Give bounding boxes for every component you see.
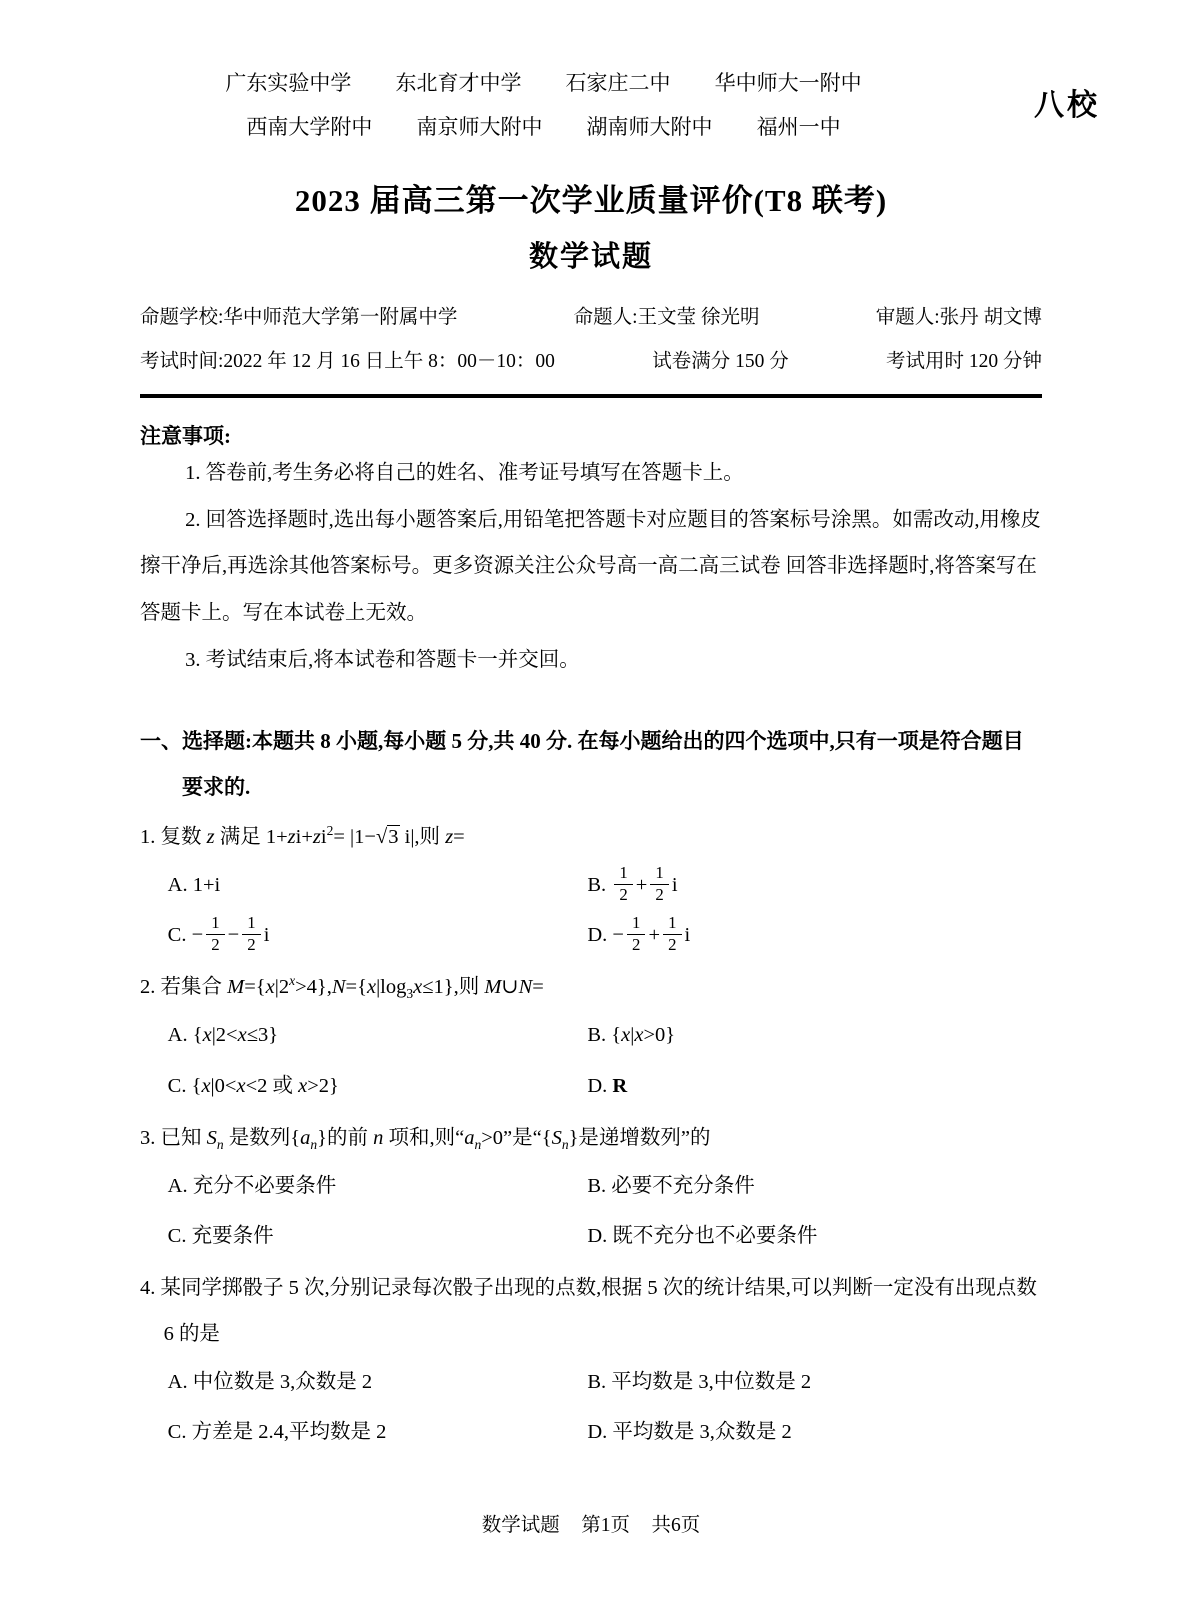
option-b: B. {x|x>0} bbox=[587, 1024, 676, 1047]
school-row-1 bbox=[140, 62, 947, 106]
question-3-options bbox=[140, 1161, 1042, 1261]
school-name: 广东实验中学 bbox=[225, 71, 352, 95]
school-name: 石家庄二中 bbox=[565, 71, 671, 95]
meta-full-score: 试卷满分 150 分 bbox=[652, 350, 789, 372]
question-2 bbox=[140, 964, 1042, 1110]
option-d: D. R bbox=[587, 1074, 628, 1097]
footer-page-number: 第1页 bbox=[581, 1515, 630, 1536]
meta-duration: 考试用时 120 分钟 bbox=[885, 350, 1042, 372]
exam-title: 2023 届高三第一次学业质量评价(T8 联考) bbox=[294, 183, 888, 219]
school-name: 湖南师大附中 bbox=[586, 114, 713, 139]
page-footer bbox=[140, 1509, 1042, 1537]
question-2-stem: 2. 若集合 $M=\{x|2^x>4\},N=\{x|\log_3x\le 1\}$,则 M∪N= bbox=[140, 973, 544, 1002]
school-name: 福州一中 bbox=[756, 114, 841, 139]
question-3 bbox=[140, 1115, 1042, 1261]
option-a: A. 1+i bbox=[167, 874, 221, 897]
meta-line-1 bbox=[140, 303, 1042, 332]
question-4-options bbox=[140, 1357, 1042, 1457]
school-row-2 bbox=[140, 106, 947, 150]
footer-doc-title: 数学试题 bbox=[481, 1515, 560, 1536]
schools-header bbox=[140, 62, 1100, 149]
exam-subtitle: 数学试题 bbox=[528, 241, 653, 274]
notice-item-3: 3. 考试结束后,将本试卷和答题卡一并交回。 bbox=[185, 648, 580, 671]
question-3-stem: 3. 已知 $S_n$ 是数列$\{a_n\}$的前 n 项和,则“$a_n>0$”是“$\{S_n\}$是递增数列”的 bbox=[140, 1126, 711, 1152]
option-a: A. {x|2<x≤3} bbox=[167, 1024, 279, 1047]
question-4-stem: 4. 某同学掷骰子 5 次,分别记录每次骰子出现的点数,根据 5 次的统计结果,可以判断一定没有出现点数 6 的是 bbox=[140, 1277, 1037, 1346]
school-name: 东北育才中学 bbox=[395, 71, 522, 95]
option-c: C. 方差是 2.4,平均数是 2 bbox=[167, 1421, 387, 1444]
meta-line-2 bbox=[140, 347, 1042, 376]
question-4 bbox=[140, 1265, 1042, 1458]
option-d: D. 平均数是 3,众数是 2 bbox=[587, 1421, 792, 1444]
question-2-options bbox=[140, 1010, 1042, 1110]
notice-section bbox=[140, 398, 1042, 684]
option-c: C. {x|0<x<2 或 x>2} bbox=[167, 1074, 339, 1097]
option-b: B. 必要不充分条件 bbox=[587, 1174, 755, 1197]
option-c: C. − $\frac{1}{2}$ − $\frac{1}{2}$ i bbox=[167, 913, 270, 954]
notice-item-1: 1. 答卷前,考生务必将自己的姓名、准考证号填写在答题卡上。 bbox=[185, 461, 744, 484]
question-1-options bbox=[140, 860, 1042, 960]
meta-school: 命题学校:华中师范大学第一附属中学 bbox=[140, 307, 458, 329]
meta-exam-time: 考试时间:2022 年 12 月 16 日上午 8：00－10：00 bbox=[140, 350, 555, 372]
meta-reviewers: 审题人:张丹 胡文博 bbox=[875, 307, 1042, 329]
footer-total-pages: 共6页 bbox=[651, 1515, 701, 1536]
option-a: A. 中位数是 3,众数是 2 bbox=[167, 1371, 373, 1394]
option-d: D. 既不充分也不必要条件 bbox=[587, 1224, 818, 1247]
school-name: 华中师大一附中 bbox=[714, 71, 862, 95]
option-c: C. 充要条件 bbox=[167, 1224, 274, 1247]
option-a: A. 充分不必要条件 bbox=[167, 1174, 337, 1197]
option-d: D. − $\frac{1}{2}$ + $\frac{1}{2}$ i bbox=[587, 913, 691, 954]
eight-schools-badge: 八校 bbox=[1034, 89, 1100, 122]
option-b: B. $\frac{1}{2}$ + $\frac{1}{2}$ i bbox=[587, 862, 678, 904]
meta-authors: 命题人:王文莹 徐光明 bbox=[573, 307, 760, 329]
option-b: B. 平均数是 3,中位数是 2 bbox=[587, 1371, 812, 1394]
section-one-heading: 一、选择题:本题共 8 小题,每小题 5 分,共 40 分. 在每小题给出的四个选项中,只有一项是符合题目要求的. bbox=[140, 728, 1024, 799]
notice-heading: 注意事项: bbox=[140, 423, 231, 448]
school-name: 南京师大附中 bbox=[416, 114, 543, 139]
notice-item-2: 2. 回答选择题时,选出每小题答案后,用铅笔把答题卡对应题目的答案标号涂黑。如需改动,用橡皮擦干净后,再选涂其他答案标号。更多资源关注公众号高一高二高三试卷 回答非选择题时,将答案写在答题卡上。写在本试卷上无效。 bbox=[140, 508, 1041, 625]
question-1 bbox=[140, 814, 1042, 960]
question-1-stem: 1. 复数 z 满足 $1+zi+zi^2= |1-√3$ i|,则 z= bbox=[140, 823, 465, 848]
school-name: 西南大学附中 bbox=[246, 114, 373, 139]
